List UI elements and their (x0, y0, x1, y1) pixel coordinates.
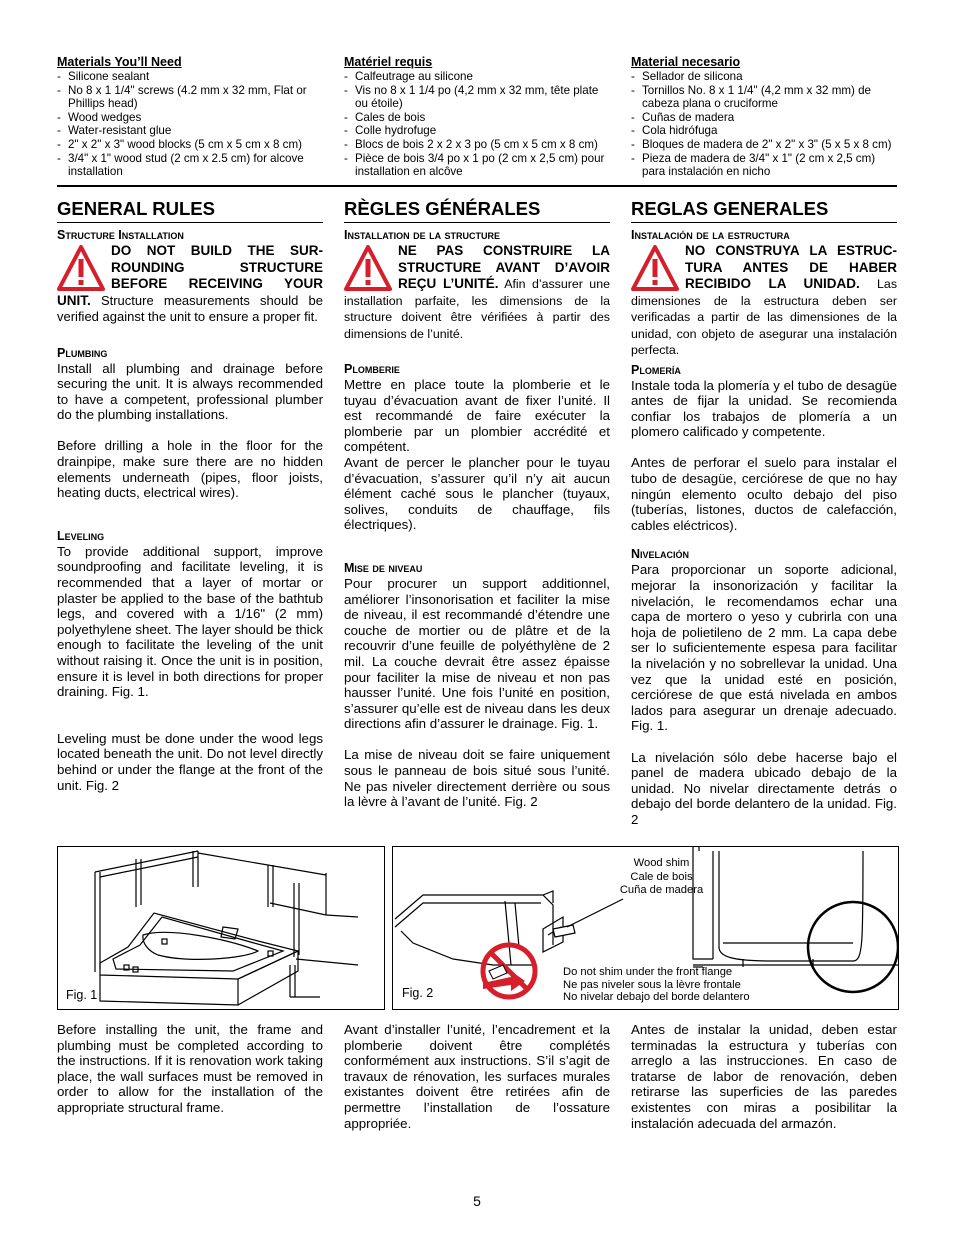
page-number: 5 (473, 1193, 481, 1209)
column-fr (344, 198, 610, 810)
column-en (57, 198, 323, 793)
title-underline (344, 222, 610, 223)
materials-title: Material necesario (631, 55, 741, 69)
list-item: - Calfeutrage au silicone (344, 70, 610, 84)
subsection-title: Instalación de la estructura (631, 228, 790, 242)
materials-list (344, 70, 610, 179)
materials-list (631, 70, 897, 179)
bathtub-frame-illustration (58, 847, 384, 1009)
title-underline (631, 222, 897, 223)
list-item: - Cales de bois (344, 111, 610, 125)
paragraph: Before drilling a hole in the floor for the drainpipe, make sure there are no hidden elements underneath (pipes, floor joists, heating ducts, electrical wires). (57, 438, 323, 501)
subsection-title: Plomería (631, 362, 681, 377)
list-item: - Colle hydrofuge (344, 124, 610, 138)
paragraph: Instale toda la plomería y el tubo de desagüe antes de fijar la unidad. Se recomienda confiar los trabajos de plomería a un plomero calificado y competente. (631, 377, 897, 440)
warning-text: NE PAS CONSTRUIRE LA STRUCTURE AVANT D’AVOIR REÇU L’UNITÉ. Afin d’assurer une installation parfaite, les dimensions de la structure doivent être vérifiées à partir des dimensions de l’unité. (344, 243, 610, 341)
section-divider (57, 185, 897, 187)
warning-block (57, 243, 323, 326)
list-item: - Vis no 8 x 1 1/4 po (4,2 mm x 32 mm, tête plate ou étoile) (344, 84, 610, 111)
list-item: - No 8 x 1 1/4" screws (4.2 mm x 32 mm, Flat or Phillips head) (57, 84, 323, 111)
warning-icon (57, 245, 105, 291)
paragraph: Install all plumbing and drainage before securing the unit. It is always recommended to have a competent, professional plumber do the plumbing installations. (57, 360, 323, 423)
list-item: - Water-resistant glue (57, 124, 323, 138)
list-item: - Blocs de bois 2 x 2 x 3 po (5 cm x 5 cm x 8 cm) (344, 138, 610, 152)
title-underline (57, 222, 323, 223)
subsection-title: Plomberie (344, 362, 400, 376)
subsection-title: Nivelación (631, 547, 690, 562)
paragraph: Pour procurer un support additionnel, améliorer l’insonorisation et faciliter la mise de niveau, il est recommandé d’étendre une couche de mortier ou de plâtre et de la recouvrir d’une feuille de polyéthylène de 2 mil. La couche devrait être assez épaisse pour faciliter la mise de niveau et non pas hausser l’unité. Une fois l’unité en position, s’assurer qu’elle est de niveau dans les deux directions afin d’assurer le drainage. Fig. 1. (344, 575, 610, 732)
warning-icon (344, 245, 392, 291)
list-item: - Wood wedges (57, 111, 323, 125)
front-flange-label: Do not shim under the front flange Ne pas niveler sous la lèvre frontale No nivelar debajo del borde delantero (563, 966, 750, 1004)
wood-shim-label: Wood shim Cale de bois Cuña de madera (619, 857, 704, 897)
subsection-title: Leveling (57, 528, 105, 543)
paragraph: Leveling must be done under the wood legs located beneath the unit. Do not level directly behind or under the flange at the front of the unit. Fig. 2 (57, 730, 323, 793)
list-item: - Pièce de bois 3/4 po x 1 po (2 cm x 2,5 cm) pour installation en alcôve (344, 152, 610, 179)
materials-title: Matériel requis (344, 55, 433, 69)
materials-fr (344, 55, 610, 179)
materials-es (631, 55, 897, 179)
paragraph: Avant de percer le plancher pour le tuyau d’évacuation, s’assurer qu’il n’y ait aucun élément caché sous le plancher (tuyaux, solives, conduits de chauffage, fils électriques). (344, 454, 610, 533)
list-item: - Tornillos No. 8 x 1 1/4" (4,2 mm x 32 mm) de cabeza plana o cruciforme (631, 84, 897, 111)
list-item: - Cuñas de madera (631, 111, 897, 125)
paragraph: Antes de perforar el suelo para instalar el tubo de desagüe, cerciórese de que no hay ningún elemento oculto debajo del piso (tuberías, listones, ductos de calefacción, cables eléctricos). (631, 455, 897, 533)
list-item: - Bloques de madera de 2" x 2" x 3" (5 x 5 x 8 cm) (631, 138, 897, 152)
warning-block (631, 243, 897, 359)
paragraph: Antes de instalar la unidad, deben estar terminadas la estructura y tuberías con arreglo a las instrucciones. En caso de tratarse de labor de renovación, deben retirarse las superficies de las paredes existentes con miras a posibilitar la instalación adecuada del armazón. (631, 1022, 897, 1131)
section-title: RÈGLES GÉNÉRALES (344, 198, 541, 219)
warning-icon (631, 245, 679, 291)
figure-1 (57, 846, 385, 1010)
warning-text: DO NOT BUILD THE SUR-ROUNDING STRUCTURE BEFORE RECEIVING YOUR UNIT. Structure measurements should be verified against the unit to ensure a proper fit. (57, 243, 323, 324)
section-title: REGLAS GENERALES (631, 198, 829, 219)
section-title: GENERAL RULES (57, 198, 215, 219)
paragraph: To provide additional support, improve soundproofing and facilitate leveling, it is recommended that a layer of mortar or plaster be applied to the base of the bathtub legs, and covered with a 1/16" (2 mm) polyethylene sheet. The layer should be thick enough to facilitate the leveling of the unit without raising it. Once the unit is in position, ensure it is level in both directions for proper draining. Fig. 1. (57, 543, 323, 700)
paragraph: Before installing the unit, the frame and plumbing must be completed according to the instructions. If it is renovation work taking place, the wall surfaces must be removed in order to allow for the installation of the appropriate structural frame. (57, 1022, 323, 1115)
list-item: - 2" x 2" x 3" wood blocks (5 cm x 5 cm x 8 cm) (57, 138, 323, 152)
list-item: - Silicone sealant (57, 70, 323, 84)
paragraph: Mettre en place toute la plomberie et le tuyau d’évacuation avant de fixer l’unité. Il est recommandé de faire exécuter la plomberie par un plombier accrédité et compétent. (344, 377, 610, 455)
paragraph: Para proporcionar un soporte adicional, mejorar la insonorización y facilitar la nivelación, le recomendamos echar una capa de mortero o yeso y cubrirla con una hoja de polietileno de 2 mm. La capa debe ser lo suficientemente espesa para facilitar la nivelación y no sobrellevar la unidad. Una vez que la unidad esté en posición, cerciórese de que está nivelada en ambos lados para asegurar un drenaje adecuado. Fig. 1. (631, 562, 897, 734)
subsection-title: Plumbing (57, 345, 108, 360)
warning-block (344, 243, 610, 342)
figure-2 (392, 846, 899, 1010)
column-es (631, 198, 897, 828)
paragraph: Avant d’installer l’unité, l’encadrement et la plomberie doivent être complétés conformément aux instructions. S’il s’agit de travaux de rénovation, les surfaces murales existantes doivent être retirées afin de permettre l’installation de l’ossature appropriée. (344, 1022, 610, 1131)
materials-en (57, 55, 323, 179)
subsection-title: Mise de niveau (344, 560, 423, 575)
subsection-title: Installation de la structure (344, 228, 501, 242)
paragraph: La nivelación sólo debe hacerse bajo el panel de madera ubicado debajo de la unidad. No nivelar directamente detrás o debajo del borde delantero de la unidad. Fig. 2 (631, 749, 897, 827)
bottom-es (631, 1022, 897, 1131)
bottom-fr (344, 1022, 610, 1131)
list-item: - Pieza de madera de 3/4" x 1" (2 cm x 2,5 cm) para instalación en nicho (631, 152, 897, 179)
paragraph: La mise de niveau doit se faire uniquement sous le panneau de bois situé sous l’unité. Ne pas niveler directement derrière ou sous la lèvre à l’avant de l’unité. Fig. 2 (344, 747, 610, 810)
figure-label: Fig. 2 (402, 986, 434, 1000)
bottom-en (57, 1022, 323, 1116)
subsection-title: Structure Installation (57, 228, 184, 242)
materials-title: Materials You’ll Need (57, 55, 182, 69)
materials-list (57, 70, 323, 179)
figure-label: Fig. 1 (66, 988, 98, 1002)
list-item: - Sellador de silicona (631, 70, 897, 84)
list-item: - 3/4" x 1" wood stud (2 cm x 2.5 cm) for alcove installation (57, 152, 323, 179)
warning-text: NO CONSTRUYA LA ESTRUC-TURA ANTES DE HABER RECIBIDO LA UNIDAD. Las dimensiones de la estructura deben ser verificadas a partir de las dimensiones de la unidad, con objeto de asegurar una instalación perfecta. (631, 243, 897, 357)
list-item: - Cola hidrófuga (631, 124, 897, 138)
